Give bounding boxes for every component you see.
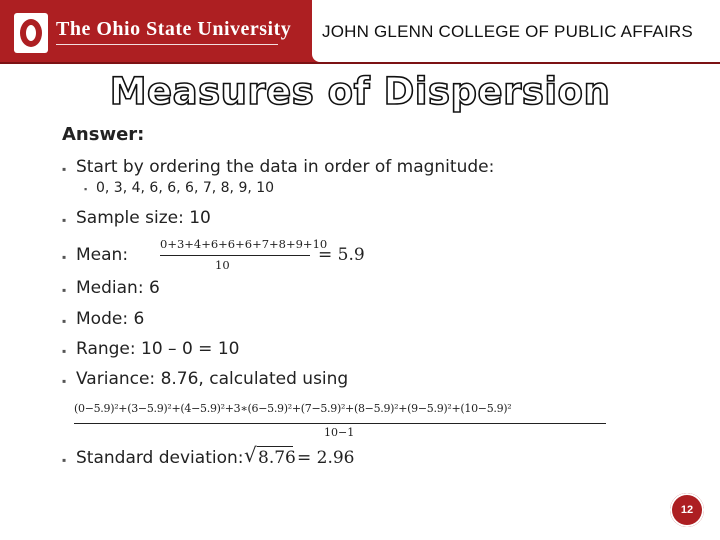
variance-numerator: (0−5.9)²+(3−5.9)²+(4−5.9)²+3∗(6−5.9)²+(7−5.9)²+(8−5.9)²+(9−5.9)²+(10−5.9)² [74,402,512,415]
range: Range: 10 – 0 = 10 [76,339,240,359]
bullet-icon: ▪ [62,374,67,388]
mean-label: Mean: [76,245,129,265]
college-name: JOHN GLENN COLLEGE OF PUBLIC AFFAIRS [322,22,693,41]
square-root-icon: √ [244,443,257,467]
bullet-icon: ▪ [62,283,67,297]
page-number: 12 [680,504,694,516]
square-root-bar [257,446,293,447]
sub-bullet-icon: ▪ [84,184,88,194]
university-name: The Ohio State University [56,18,292,40]
sd-radicand: 8.76 [258,448,296,468]
page-number-badge [670,493,704,527]
variance-denominator: 10−1 [324,426,355,439]
mean-result: = 5.9 [318,245,365,265]
sd-result: = 2.96 [297,448,355,468]
mean-denominator: 10 [215,258,230,272]
bullet-icon: ▪ [62,344,67,358]
variance-fraction-bar [74,423,606,424]
mean-numerator: 0+3+4+6+6+6+7+8+9+10 [160,237,328,251]
mean-fraction-bar [160,255,310,256]
bullet-icon: ▪ [62,162,67,176]
slide-title: Measures of Dispersion [109,70,611,113]
sample-size: Sample size: 10 [76,208,211,228]
bullet-icon: ▪ [62,213,67,227]
median: Median: 6 [76,278,160,298]
ordered-data: 0, 3, 4, 6, 6, 6, 7, 8, 9, 10 [96,180,275,196]
order-instruction: Start by ordering the data in order of magnitude: [76,157,495,177]
bullet-icon: ▪ [62,314,67,328]
bullet-icon: ▪ [62,453,67,467]
variance: Variance: 8.76, calculated using [76,369,349,389]
answer-label: Answer: [62,124,145,145]
sd-label: Standard deviation: [76,448,244,468]
mode: Mode: 6 [76,309,145,329]
bullet-icon: ▪ [62,250,67,264]
